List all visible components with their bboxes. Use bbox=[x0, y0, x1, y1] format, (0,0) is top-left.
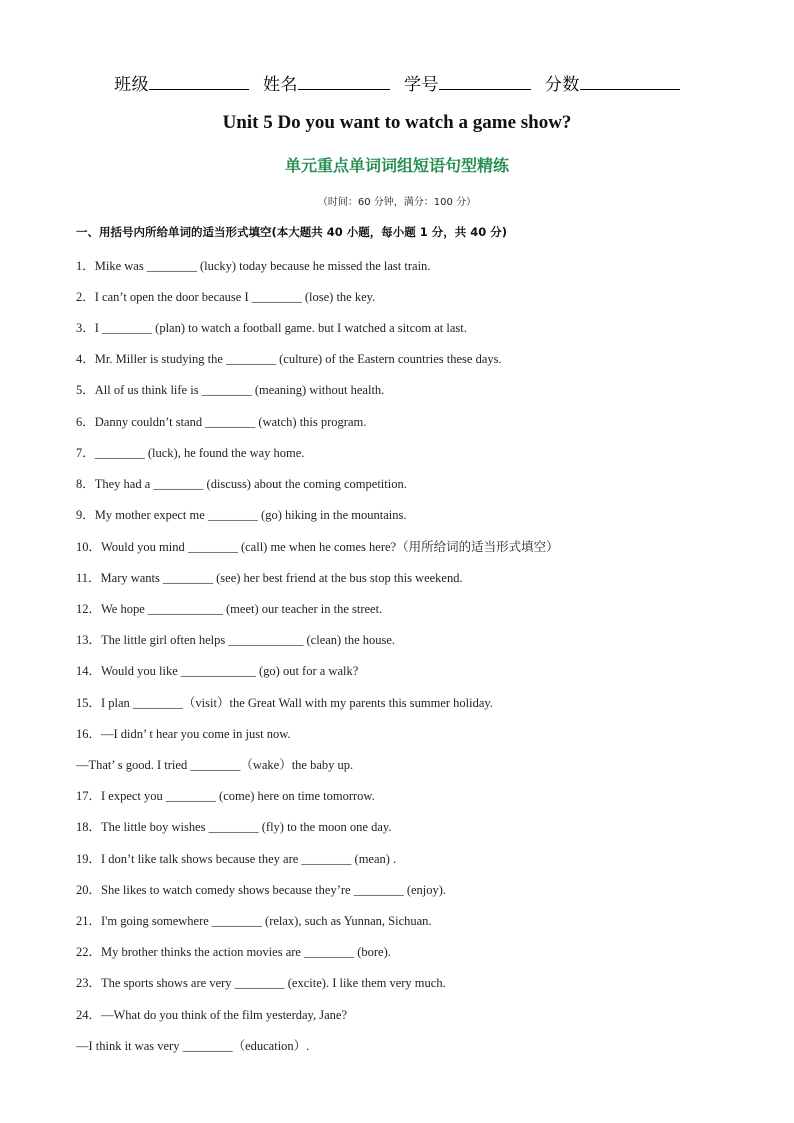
question-item: 17．I expect you ________ (come) here on time tomorrow. bbox=[76, 789, 375, 803]
question-answer-line: —That’ s good. I tried ________（wake）the baby up. bbox=[76, 758, 354, 772]
class-label: 班级 bbox=[114, 75, 150, 95]
question-item: 7．________ (luck), he found the way home. bbox=[76, 446, 305, 460]
question-item: 23．The sports shows are very ________ (excite). I like them very much. bbox=[76, 976, 446, 990]
question-item: 13．The little girl often helps ____________ (clean) the house. bbox=[76, 633, 396, 647]
exercise-subtitle: 单元重点单词词组短语句型精练 bbox=[284, 156, 509, 175]
question-item: 5．All of us think life is ________ (meaning) without health. bbox=[76, 383, 385, 397]
name-field bbox=[263, 70, 390, 95]
question-item: 11．Mary wants ________ (see) her best friend at the bus stop this weekend. bbox=[76, 571, 463, 585]
question-item: 22．My brother thinks the action movies are ________ (bore). bbox=[76, 945, 391, 959]
question-item: 3．I ________ (plan) to watch a football game. but I watched a sitcom at last. bbox=[76, 321, 467, 335]
unit-title: Unit 5 Do you want to watch a game show? bbox=[222, 112, 572, 133]
time-score-note: （时间：60 分钟，满分：100 分） bbox=[317, 197, 477, 208]
question-item: 21．I'm going somewhere ________ (relax), such as Yunnan, Sichuan. bbox=[76, 914, 432, 928]
question-item: 8．They had a ________ (discuss) about the coming competition. bbox=[76, 477, 407, 491]
number-field bbox=[404, 70, 531, 95]
number-label: 学号 bbox=[403, 75, 439, 95]
score-label: 分数 bbox=[544, 75, 580, 95]
student-info-line bbox=[0, 70, 794, 95]
question-item: 4．Mr. Miller is studying the ________ (culture) of the Eastern countries these days. bbox=[76, 352, 502, 366]
score-blank[interactable] bbox=[580, 73, 680, 90]
question-item: 18．The little boy wishes ________ (fly) to the moon one day. bbox=[76, 820, 392, 834]
question-item: 10．Would you mind ________ (call) me when he comes here?（用所给词的适当形式填空） bbox=[76, 540, 559, 554]
class-field bbox=[114, 70, 249, 95]
question-item: 9．My mother expect me ________ (go) hiking in the mountains. bbox=[76, 508, 407, 522]
score-field bbox=[545, 70, 680, 95]
question-answer-line: —I think it was very ________（education）. bbox=[76, 1039, 310, 1053]
question-item: 14．Would you like ____________ (go) out for a walk? bbox=[76, 664, 359, 678]
class-blank[interactable] bbox=[149, 73, 249, 90]
question-item: 24．—What do you think of the film yesterday, Jane? bbox=[76, 1008, 347, 1022]
name-blank[interactable] bbox=[298, 73, 390, 90]
question-item: 2．I can’t open the door because I ________ (lose) the key. bbox=[76, 290, 376, 304]
question-item: 6．Danny couldn’t stand ________ (watch) this program. bbox=[76, 415, 367, 429]
question-item: 19．I don’t like talk shows because they are ________ (mean) . bbox=[76, 852, 397, 866]
question-item: 16．—I didn’ t hear you come in just now. bbox=[76, 727, 291, 741]
section-heading: 一、用括号内所给单词的适当形式填空(本大题共 40 小题，每小题 1 分，共 40 分) bbox=[76, 225, 508, 239]
question-item: 1．Mike was ________ (lucky) today because he missed the last train. bbox=[76, 259, 431, 273]
question-item: 12．We hope ____________ (meet) our teacher in the street. bbox=[76, 602, 383, 616]
question-item: 15．I plan ________（visit）the Great Wall with my parents this summer holiday. bbox=[76, 696, 493, 710]
name-label: 姓名 bbox=[263, 75, 299, 95]
number-blank[interactable] bbox=[439, 73, 531, 90]
question-item: 20．She likes to watch comedy shows because they’re ________ (enjoy). bbox=[76, 883, 447, 897]
